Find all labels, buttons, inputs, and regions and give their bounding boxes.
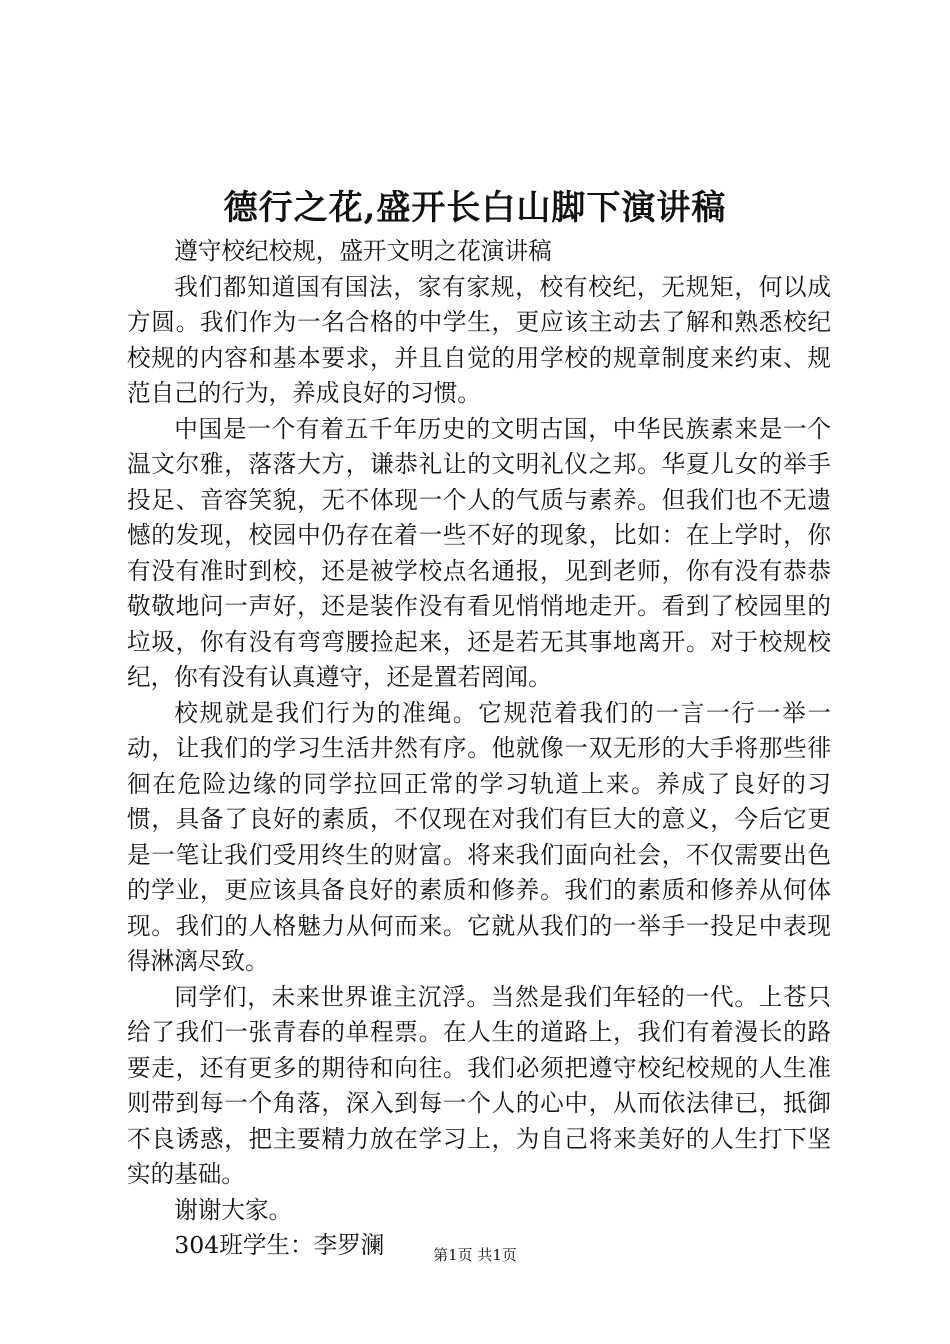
- paragraph: 同学们，未来世界谁主沉浮。当然是我们年轻的一代。上苍只给了我们一张青春的单程票。在人生的道路上，我们有着漫长的路要走，还有更多的期待和向往。我们必须把遵守校纪校规的人生准则带到每一个角落，深入到每一个人的心中，从而依法律已，抵御不良诱惑，把主要精力放在学习上，为自己将来美好的人生打下坚实的基础。: [127, 982, 831, 1188]
- paragraph: 中国是一个有着五千年历史的文明古国，中华民族素来是一个温文尔雅，落落大方，谦恭礼让的文明礼仪之邦。华夏儿女的举手投足、音容笑貌，无不体现一个人的气质与素养。但我们也不无遗憾的发现，校园中仍存在着一些不好的现象，比如：在上学时，你有没有准时到校，还是被学校点名通报，见到老师，你有没有恭恭敬敬地问一声好，还是装作没有看见悄悄地走开。看到了校园里的垃圾，你有没有弯弯腰捡起来，还是若无其事地离开。对于校规校纪，你有没有认真遵守，还是置若罔闻。: [127, 414, 831, 691]
- document-body: [127, 234, 831, 1264]
- subtitle-paragraph: 遵守校纪校规，盛开文明之花演讲稿: [174, 237, 552, 265]
- closing-paragraph: 谢谢大家。: [174, 1195, 293, 1224]
- signature-paragraph: 304班学生：李罗澜: [174, 1231, 385, 1259]
- page-footer: 第1页 共1页: [433, 1246, 517, 1264]
- paragraph: 校规就是我们行为的准绳。它规范着我们的一言一行一举一动，让我们的学习生活井然有序。他就像一双无形的大手将那些徘徊在危险边缘的同学拉回正常的学习轨道上来。养成了良好的习惯，具备了良好的素质，不仅现在对我们有巨大的意义，今后它更是一笔让我们受用终生的财富。将来我们面向社会，不仅需要出色的学业，更应该具备良好的素质和修养。我们的素质和修养从何体现。我们的人格魅力从何而来。它就从我们的一举手一投足中表现得淋漓尽致。: [127, 698, 831, 975]
- paragraph: 我们都知道国有国法，家有家规，校有校纪，无规矩，何以成方圆。我们作为一名合格的中学生，更应该主动去了解和熟悉校纪校规的内容和基本要求，并且自觉的用学校的规章制度来约束、规范自己的行为，养成良好的习惯。: [127, 272, 831, 407]
- document-title: 德行之花,盛开长白山脚下演讲稿: [223, 188, 727, 228]
